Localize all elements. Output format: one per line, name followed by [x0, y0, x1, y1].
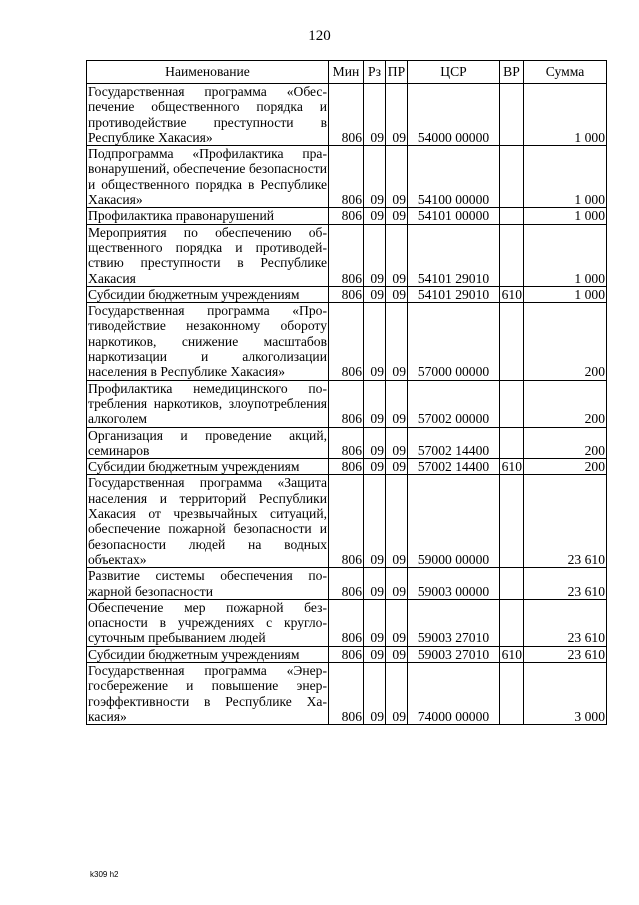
footer-code: k309 h2 — [90, 870, 119, 879]
cell-min: 806 — [329, 224, 364, 286]
cell-name: Профилактика немедицинского потребления наркотиков, злоупотребления алкоголем — [88, 380, 327, 427]
column-header-min: Мин — [329, 61, 364, 84]
cell-sum: 3 000 — [524, 662, 607, 724]
cell-name: Организация и проведение акций, семинаров — [88, 427, 327, 458]
page-number: 120 — [308, 28, 331, 44]
cell-name: Субсидии бюджетным учреждениям — [87, 459, 329, 475]
cell-name: Субсидии бюджетным учреждениям — [87, 286, 329, 302]
cell-rz: 09 — [364, 427, 386, 459]
cell-rz: 09 — [364, 303, 386, 380]
cell-csr: 54101 29010 — [408, 286, 500, 302]
cell-rz: 09 — [364, 286, 386, 302]
cell-csr: 57002 14400 — [408, 427, 500, 459]
table-row — [87, 662, 607, 724]
cell-rz: 09 — [364, 84, 386, 146]
cell-pr: 09 — [386, 459, 408, 475]
column-header-sum: Сумма — [524, 61, 607, 84]
cell-min: 806 — [329, 599, 364, 646]
cell-pr: 09 — [386, 646, 408, 662]
table-row — [87, 459, 607, 475]
cell-name: Обеспечение мер пожарной безопасности в учреждениях с круглосуточным пребыванием людей — [88, 599, 327, 646]
cell-pr: 09 — [386, 84, 408, 146]
cell-sum: 1 000 — [524, 146, 607, 208]
cell-pr: 09 — [386, 662, 408, 724]
table-row — [87, 224, 607, 286]
cell-csr: 59003 27010 — [408, 646, 500, 662]
cell-min: 806 — [329, 380, 364, 427]
cell-sum: 23 610 — [524, 475, 607, 568]
cell-sum: 200 — [524, 459, 607, 475]
table-row — [87, 475, 607, 568]
cell-name: Развитие системы обеспечения пожарной безопасности — [88, 568, 327, 599]
cell-csr: 59003 00000 — [408, 568, 500, 600]
cell-vr — [500, 427, 524, 459]
column-header-vr: ВР — [500, 61, 524, 84]
table-body — [87, 84, 607, 725]
cell-vr — [500, 662, 524, 724]
column-header-rz: Рз — [364, 61, 386, 84]
cell-pr: 09 — [386, 568, 408, 600]
cell-vr — [500, 303, 524, 380]
cell-rz: 09 — [364, 568, 386, 600]
cell-sum: 200 — [524, 380, 607, 427]
cell-pr: 09 — [386, 146, 408, 208]
cell-pr: 09 — [386, 599, 408, 646]
cell-rz: 09 — [364, 380, 386, 427]
cell-sum: 1 000 — [524, 84, 607, 146]
table-row — [87, 427, 607, 459]
cell-vr: 610 — [500, 646, 524, 662]
cell-vr: 610 — [500, 286, 524, 302]
table-row — [87, 84, 607, 146]
cell-csr: 57002 14400 — [408, 459, 500, 475]
cell-name: Субсидии бюджетным учреждениям — [87, 646, 329, 662]
cell-min: 806 — [329, 568, 364, 600]
cell-vr — [500, 568, 524, 600]
cell-vr — [500, 599, 524, 646]
cell-name: Мероприятия по обеспечению общественного порядка и противодействию преступности в Республике Хакасия — [88, 224, 327, 286]
table-row — [87, 146, 607, 208]
cell-pr: 09 — [386, 286, 408, 302]
cell-pr: 09 — [386, 475, 408, 568]
cell-pr: 09 — [386, 380, 408, 427]
cell-min: 806 — [329, 208, 364, 224]
cell-sum: 200 — [524, 427, 607, 459]
cell-name: Государственная программа «Обеспечение общественного порядка и противодействие преступности в Республике Хакасия» — [88, 84, 327, 145]
table-row — [87, 286, 607, 302]
cell-vr — [500, 146, 524, 208]
cell-vr — [500, 475, 524, 568]
cell-rz: 09 — [364, 662, 386, 724]
table-row — [87, 568, 607, 600]
cell-csr: 54100 00000 — [408, 146, 500, 208]
cell-vr — [500, 224, 524, 286]
cell-rz: 09 — [364, 146, 386, 208]
table-header-row — [87, 61, 607, 84]
cell-vr: 610 — [500, 459, 524, 475]
cell-rz: 09 — [364, 475, 386, 568]
cell-min: 806 — [329, 286, 364, 302]
cell-name: Подпрограмма «Профилактика правонарушений, обеспечение безопасности и общественного порядка в Республике Хакасия» — [88, 146, 327, 208]
cell-sum: 1 000 — [524, 208, 607, 224]
cell-sum: 23 610 — [524, 568, 607, 600]
cell-rz: 09 — [364, 459, 386, 475]
cell-sum: 1 000 — [524, 286, 607, 302]
column-header-name: Наименование — [87, 61, 329, 84]
cell-csr: 59003 27010 — [408, 599, 500, 646]
cell-pr: 09 — [386, 208, 408, 224]
cell-min: 806 — [329, 475, 364, 568]
cell-name: Государственная программа «Защита населения и территорий Республики Хакасия от чрезвычайных ситуаций, обеспечение пожарной безопасности и безопасности людей на водных объектах» — [88, 475, 327, 567]
table-row — [87, 380, 607, 427]
cell-csr: 74000 00000 — [408, 662, 500, 724]
table-row — [87, 646, 607, 662]
table-row — [87, 599, 607, 646]
cell-rz: 09 — [364, 646, 386, 662]
cell-vr — [500, 380, 524, 427]
cell-sum: 200 — [524, 303, 607, 380]
cell-rz: 09 — [364, 208, 386, 224]
cell-vr — [500, 84, 524, 146]
cell-min: 806 — [329, 427, 364, 459]
cell-pr: 09 — [386, 303, 408, 380]
cell-csr: 57000 00000 — [408, 303, 500, 380]
cell-sum: 23 610 — [524, 646, 607, 662]
cell-sum: 23 610 — [524, 599, 607, 646]
budget-table — [86, 60, 607, 725]
cell-min: 806 — [329, 146, 364, 208]
column-header-pr: ПР — [386, 61, 408, 84]
cell-rz: 09 — [364, 599, 386, 646]
cell-name: Государственная программа «Противодействие незаконному обороту наркотиков, снижение масштабов наркотизации и алкоголизации населения в Республике Хакасия» — [88, 303, 327, 380]
table-row — [87, 208, 607, 224]
cell-name: Государственная программа «Энергосбережение и повышение энергоэффективности в Республике Хакасия» — [88, 662, 327, 724]
cell-csr: 54101 00000 — [408, 208, 500, 224]
cell-rz: 09 — [364, 224, 386, 286]
cell-pr: 09 — [386, 224, 408, 286]
cell-min: 806 — [329, 646, 364, 662]
cell-name: Профилактика правонарушений — [87, 208, 329, 224]
cell-min: 806 — [329, 84, 364, 146]
cell-min: 806 — [329, 459, 364, 475]
cell-csr: 57002 00000 — [408, 380, 500, 427]
cell-csr: 54101 29010 — [408, 224, 500, 286]
cell-min: 806 — [329, 662, 364, 724]
cell-csr: 54000 00000 — [408, 84, 500, 146]
column-header-csr: ЦСР — [408, 61, 500, 84]
cell-pr: 09 — [386, 427, 408, 459]
cell-sum: 1 000 — [524, 224, 607, 286]
cell-min: 806 — [329, 303, 364, 380]
cell-vr — [500, 208, 524, 224]
cell-csr: 59000 00000 — [408, 475, 500, 568]
table-row — [87, 303, 607, 380]
